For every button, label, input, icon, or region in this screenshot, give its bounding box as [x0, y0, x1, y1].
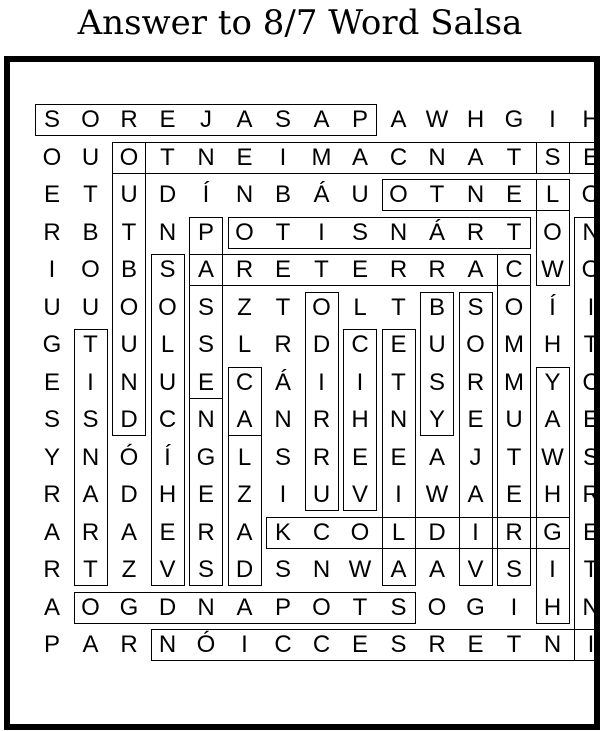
grid-cell: E: [390, 331, 407, 358]
grid-cell: T: [583, 331, 599, 358]
grid-cell: A: [313, 106, 330, 133]
grid-cell: S: [467, 293, 484, 321]
grid-cell: O: [350, 518, 370, 546]
grid-cell: S: [82, 406, 99, 433]
grid-cell: T: [83, 556, 98, 583]
grid-cell: U: [428, 331, 446, 358]
grid-cell: L: [237, 443, 252, 471]
grid-cell: I: [472, 518, 479, 546]
grid-cell: O: [235, 218, 254, 246]
grid-cell: W: [425, 106, 449, 133]
grid-cell: N: [312, 556, 331, 583]
grid-cell: R: [505, 518, 523, 546]
grid-cell: I: [510, 593, 518, 621]
grid-cell: I: [48, 256, 56, 283]
grid-cell: H: [351, 406, 369, 433]
grid-cell: T: [121, 218, 137, 246]
grid-cell: E: [351, 631, 368, 658]
grid-cell: O: [543, 218, 562, 246]
grid-cell: A: [82, 631, 99, 658]
grid-cell: H: [543, 593, 562, 621]
grid-cell: A: [467, 143, 484, 171]
grid-cell: H: [582, 106, 600, 133]
grid-cell: E: [505, 481, 522, 508]
grid-cell: I: [87, 368, 94, 396]
grid-cell: R: [428, 256, 446, 283]
grid-cell: P: [274, 593, 291, 621]
grid-cell: A: [544, 406, 561, 433]
grid-cell: J: [469, 443, 482, 471]
grid-cell: J: [200, 106, 212, 133]
grid-cell: Ó: [196, 631, 216, 658]
grid-cell: O: [466, 331, 485, 358]
grid-cell: N: [197, 143, 215, 171]
grid-cell: U: [158, 368, 177, 396]
grid-cell: A: [236, 406, 253, 433]
grid-cell: E: [467, 406, 484, 433]
grid-cell: T: [83, 331, 98, 358]
grid-cell: L: [160, 331, 175, 358]
grid-cell: G: [504, 106, 524, 133]
grid-cell: G: [543, 518, 562, 546]
grid-cell: E: [505, 181, 522, 208]
grid-cell: N: [582, 218, 600, 246]
grid-cell: N: [466, 181, 485, 208]
grid-cell: O: [389, 181, 408, 208]
grid-cell: S: [274, 556, 291, 583]
grid-cell: Ó: [119, 443, 139, 471]
grid-cell: G: [466, 593, 485, 621]
grid-cell: E: [159, 106, 176, 133]
grid-cell: Y: [428, 406, 445, 433]
grid-cell: W: [348, 556, 372, 583]
grid-cell: A: [467, 256, 484, 283]
grid-cell: S: [43, 106, 60, 133]
grid-cell: N: [197, 406, 215, 433]
grid-cell: N: [81, 443, 100, 471]
grid-cell: O: [504, 293, 524, 321]
grid-cell: A: [428, 443, 445, 471]
grid-cell: C: [389, 143, 408, 171]
grid-cell: N: [428, 143, 446, 171]
grid-cell: I: [587, 631, 595, 658]
grid-cell: O: [158, 293, 177, 321]
grid-cell: A: [82, 481, 99, 508]
grid-cell: M: [504, 331, 524, 358]
grid-cell: P: [197, 218, 214, 246]
grid-cell: E: [236, 143, 253, 171]
grid-cell: E: [582, 143, 599, 171]
grid-cell: L: [545, 181, 560, 208]
grid-cell: S: [544, 143, 561, 171]
grid-cell: Z: [237, 481, 252, 508]
grid-cell: Z: [121, 556, 137, 583]
page-title: Answer to 8/7 Word Salsa: [77, 3, 523, 43]
grid-cell: B: [82, 218, 99, 246]
grid-cell: N: [120, 368, 138, 396]
grid-cell: L: [237, 331, 252, 358]
grid-cell: S: [428, 368, 445, 396]
grid-cell: R: [466, 218, 485, 246]
grid-cell: T: [506, 143, 522, 171]
grid-cell: R: [120, 631, 138, 658]
grid-cell: Í: [164, 443, 171, 471]
grid-cell: C: [158, 406, 177, 433]
grid-cell: T: [506, 631, 522, 658]
grid-cell: O: [119, 293, 139, 321]
grid-cell: E: [351, 256, 368, 283]
grid-cell: M: [311, 143, 332, 171]
grid-cell: V: [351, 481, 368, 508]
grid-cell: B: [120, 256, 137, 283]
grid-cell: G: [42, 331, 62, 358]
grid-cell: W: [425, 481, 449, 508]
grid-cell: R: [389, 256, 408, 283]
grid-cell: I: [279, 143, 287, 171]
grid-cell: M: [504, 368, 524, 396]
grid-cell: A: [236, 518, 253, 546]
grid-cell: I: [279, 481, 287, 508]
grid-cell: R: [43, 556, 61, 583]
grid-cell: A: [428, 556, 445, 583]
grid-cell: T: [391, 368, 406, 396]
grid-cell: Á: [313, 181, 330, 208]
grid-cell: O: [581, 256, 600, 283]
grid-cell: H: [543, 331, 562, 358]
grid-cell: T: [506, 218, 522, 246]
grid-cell: N: [158, 218, 177, 246]
grid-cell: C: [312, 518, 331, 546]
grid-cell: D: [235, 556, 254, 583]
grid-cell: U: [505, 406, 523, 433]
grid-cell: E: [467, 631, 484, 658]
grid-cell: S: [159, 256, 176, 283]
grid-cell: P: [351, 106, 368, 133]
grid-cell: E: [197, 368, 214, 396]
grid-cell: Á: [428, 218, 445, 246]
grid-cell: C: [274, 631, 292, 658]
grid-cell: I: [395, 481, 402, 508]
grid-cell: O: [312, 593, 331, 621]
grid-cell: I: [318, 368, 325, 396]
grid-cell: T: [314, 256, 329, 283]
grid-cell: O: [427, 593, 447, 621]
grid-cell: N: [389, 406, 408, 433]
grid-cell: E: [43, 181, 60, 208]
grid-cell: R: [312, 406, 331, 433]
grid-cell: Y: [544, 368, 561, 396]
grid-cell: U: [43, 293, 61, 321]
grid-cell: D: [428, 518, 446, 546]
grid-cell: A: [467, 481, 484, 508]
grid-cell: A: [236, 106, 253, 133]
grid-cell: S: [274, 106, 291, 133]
grid-cell: I: [356, 368, 364, 396]
grid-cell: C: [505, 256, 523, 283]
grid-cell: P: [43, 631, 60, 658]
grid-cell: R: [120, 106, 138, 133]
grid-cell: T: [275, 218, 291, 246]
grid-cell: U: [312, 481, 331, 508]
grid-cell: T: [160, 143, 175, 171]
grid-cell: N: [582, 593, 600, 621]
grid-cell: T: [429, 181, 445, 208]
grid-cell: S: [197, 293, 214, 321]
grid-cell: U: [81, 293, 100, 321]
grid-cell: H: [158, 481, 177, 508]
grid-cell: D: [312, 331, 331, 358]
grid-cell: E: [197, 481, 214, 508]
grid-cell: G: [196, 443, 216, 471]
grid-cell: N: [158, 631, 177, 658]
grid-cell: E: [43, 368, 60, 396]
grid-cell: S: [274, 443, 291, 471]
grid-cell: N: [197, 593, 215, 621]
grid-cell: R: [274, 331, 292, 358]
grid-cell: S: [351, 218, 368, 246]
grid-cell: H: [466, 106, 485, 133]
grid-cell: A: [43, 518, 60, 546]
grid-cell: T: [583, 556, 599, 583]
grid-cell: Y: [43, 443, 60, 471]
grid-cell: O: [119, 143, 139, 171]
grid-cell: I: [318, 218, 325, 246]
grid-cell: R: [197, 518, 215, 546]
grid-cell: Í: [202, 181, 210, 208]
grid-cell: K: [274, 518, 291, 546]
grid-cell: L: [353, 293, 367, 321]
grid-cell: D: [120, 481, 138, 508]
grid-cell: R: [466, 368, 485, 396]
grid-cell: U: [81, 143, 100, 171]
grid-cell: Z: [237, 293, 252, 321]
grid-cell: H: [543, 481, 562, 508]
grid-cell: C: [351, 331, 369, 358]
grid-cell: W: [541, 256, 564, 283]
grid-cell: I: [241, 631, 248, 658]
grid-cell: Á: [274, 368, 291, 396]
grid-cell: C: [582, 368, 600, 396]
grid-cell: V: [467, 556, 484, 583]
grid-cell: A: [43, 593, 60, 621]
grid-cell: D: [158, 181, 177, 208]
grid-cell: N: [389, 218, 408, 246]
grid-cell: S: [505, 556, 522, 583]
grid-cell: S: [390, 631, 407, 658]
grid-cell: O: [81, 593, 100, 621]
grid-cell: A: [197, 256, 214, 283]
grid-cell: D: [120, 406, 138, 433]
grid-cell: R: [81, 518, 100, 546]
grid-cell: S: [43, 406, 60, 433]
grid-cell: A: [390, 556, 407, 583]
grid-cell: T: [83, 181, 98, 208]
grid-cell: E: [159, 518, 176, 546]
grid-cell: A: [390, 106, 407, 133]
grid-cell: I: [549, 556, 556, 583]
grid-cell: I: [549, 106, 556, 133]
grid-cell: E: [582, 406, 599, 433]
grid-cell: T: [506, 443, 522, 471]
grid-cell: S: [390, 593, 407, 621]
grid-cell: B: [428, 293, 445, 321]
grid-cell: O: [581, 181, 600, 208]
grid-cell: N: [274, 406, 292, 433]
grid-cell: A: [236, 593, 253, 621]
grid-cell: R: [235, 256, 254, 283]
grid-cell: A: [120, 518, 137, 546]
grid-cell: S: [197, 331, 214, 358]
grid-cell: B: [274, 181, 291, 208]
grid-cell: U: [120, 331, 138, 358]
grid-cell: N: [543, 631, 562, 658]
grid-cell: R: [582, 481, 600, 508]
grid-cell: T: [275, 293, 291, 321]
grid-cell: S: [582, 443, 599, 471]
grid-cell: O: [81, 256, 100, 283]
grid-cell: L: [391, 518, 406, 546]
grid-cell: R: [428, 631, 446, 658]
grid-cell: T: [352, 593, 368, 621]
grid-cell: U: [120, 181, 138, 208]
grid-cell: E: [390, 443, 407, 471]
grid-cell: U: [351, 181, 369, 208]
grid-cell: C: [235, 368, 254, 396]
grid-cell: T: [391, 293, 406, 321]
grid-cell: O: [81, 106, 100, 133]
grid-cell: E: [351, 443, 368, 471]
grid-cell: I: [587, 293, 595, 321]
grid-cell: V: [159, 556, 176, 583]
grid-cell: Í: [549, 293, 556, 321]
grid-cell: R: [43, 481, 61, 508]
grid-cell: E: [274, 256, 291, 283]
grid-cell: W: [541, 443, 564, 471]
grid-cell: E: [582, 518, 599, 546]
grid-cell: N: [235, 181, 254, 208]
grid-cell: G: [119, 593, 139, 621]
grid-cell: R: [312, 443, 331, 471]
grid-cell: A: [351, 143, 368, 171]
grid-cell: R: [43, 218, 61, 246]
grid-cell: C: [312, 631, 331, 658]
grid-cell: O: [312, 293, 331, 321]
grid-cell: D: [158, 593, 177, 621]
grid-cell: O: [42, 143, 62, 171]
grid-cell: S: [197, 556, 214, 583]
